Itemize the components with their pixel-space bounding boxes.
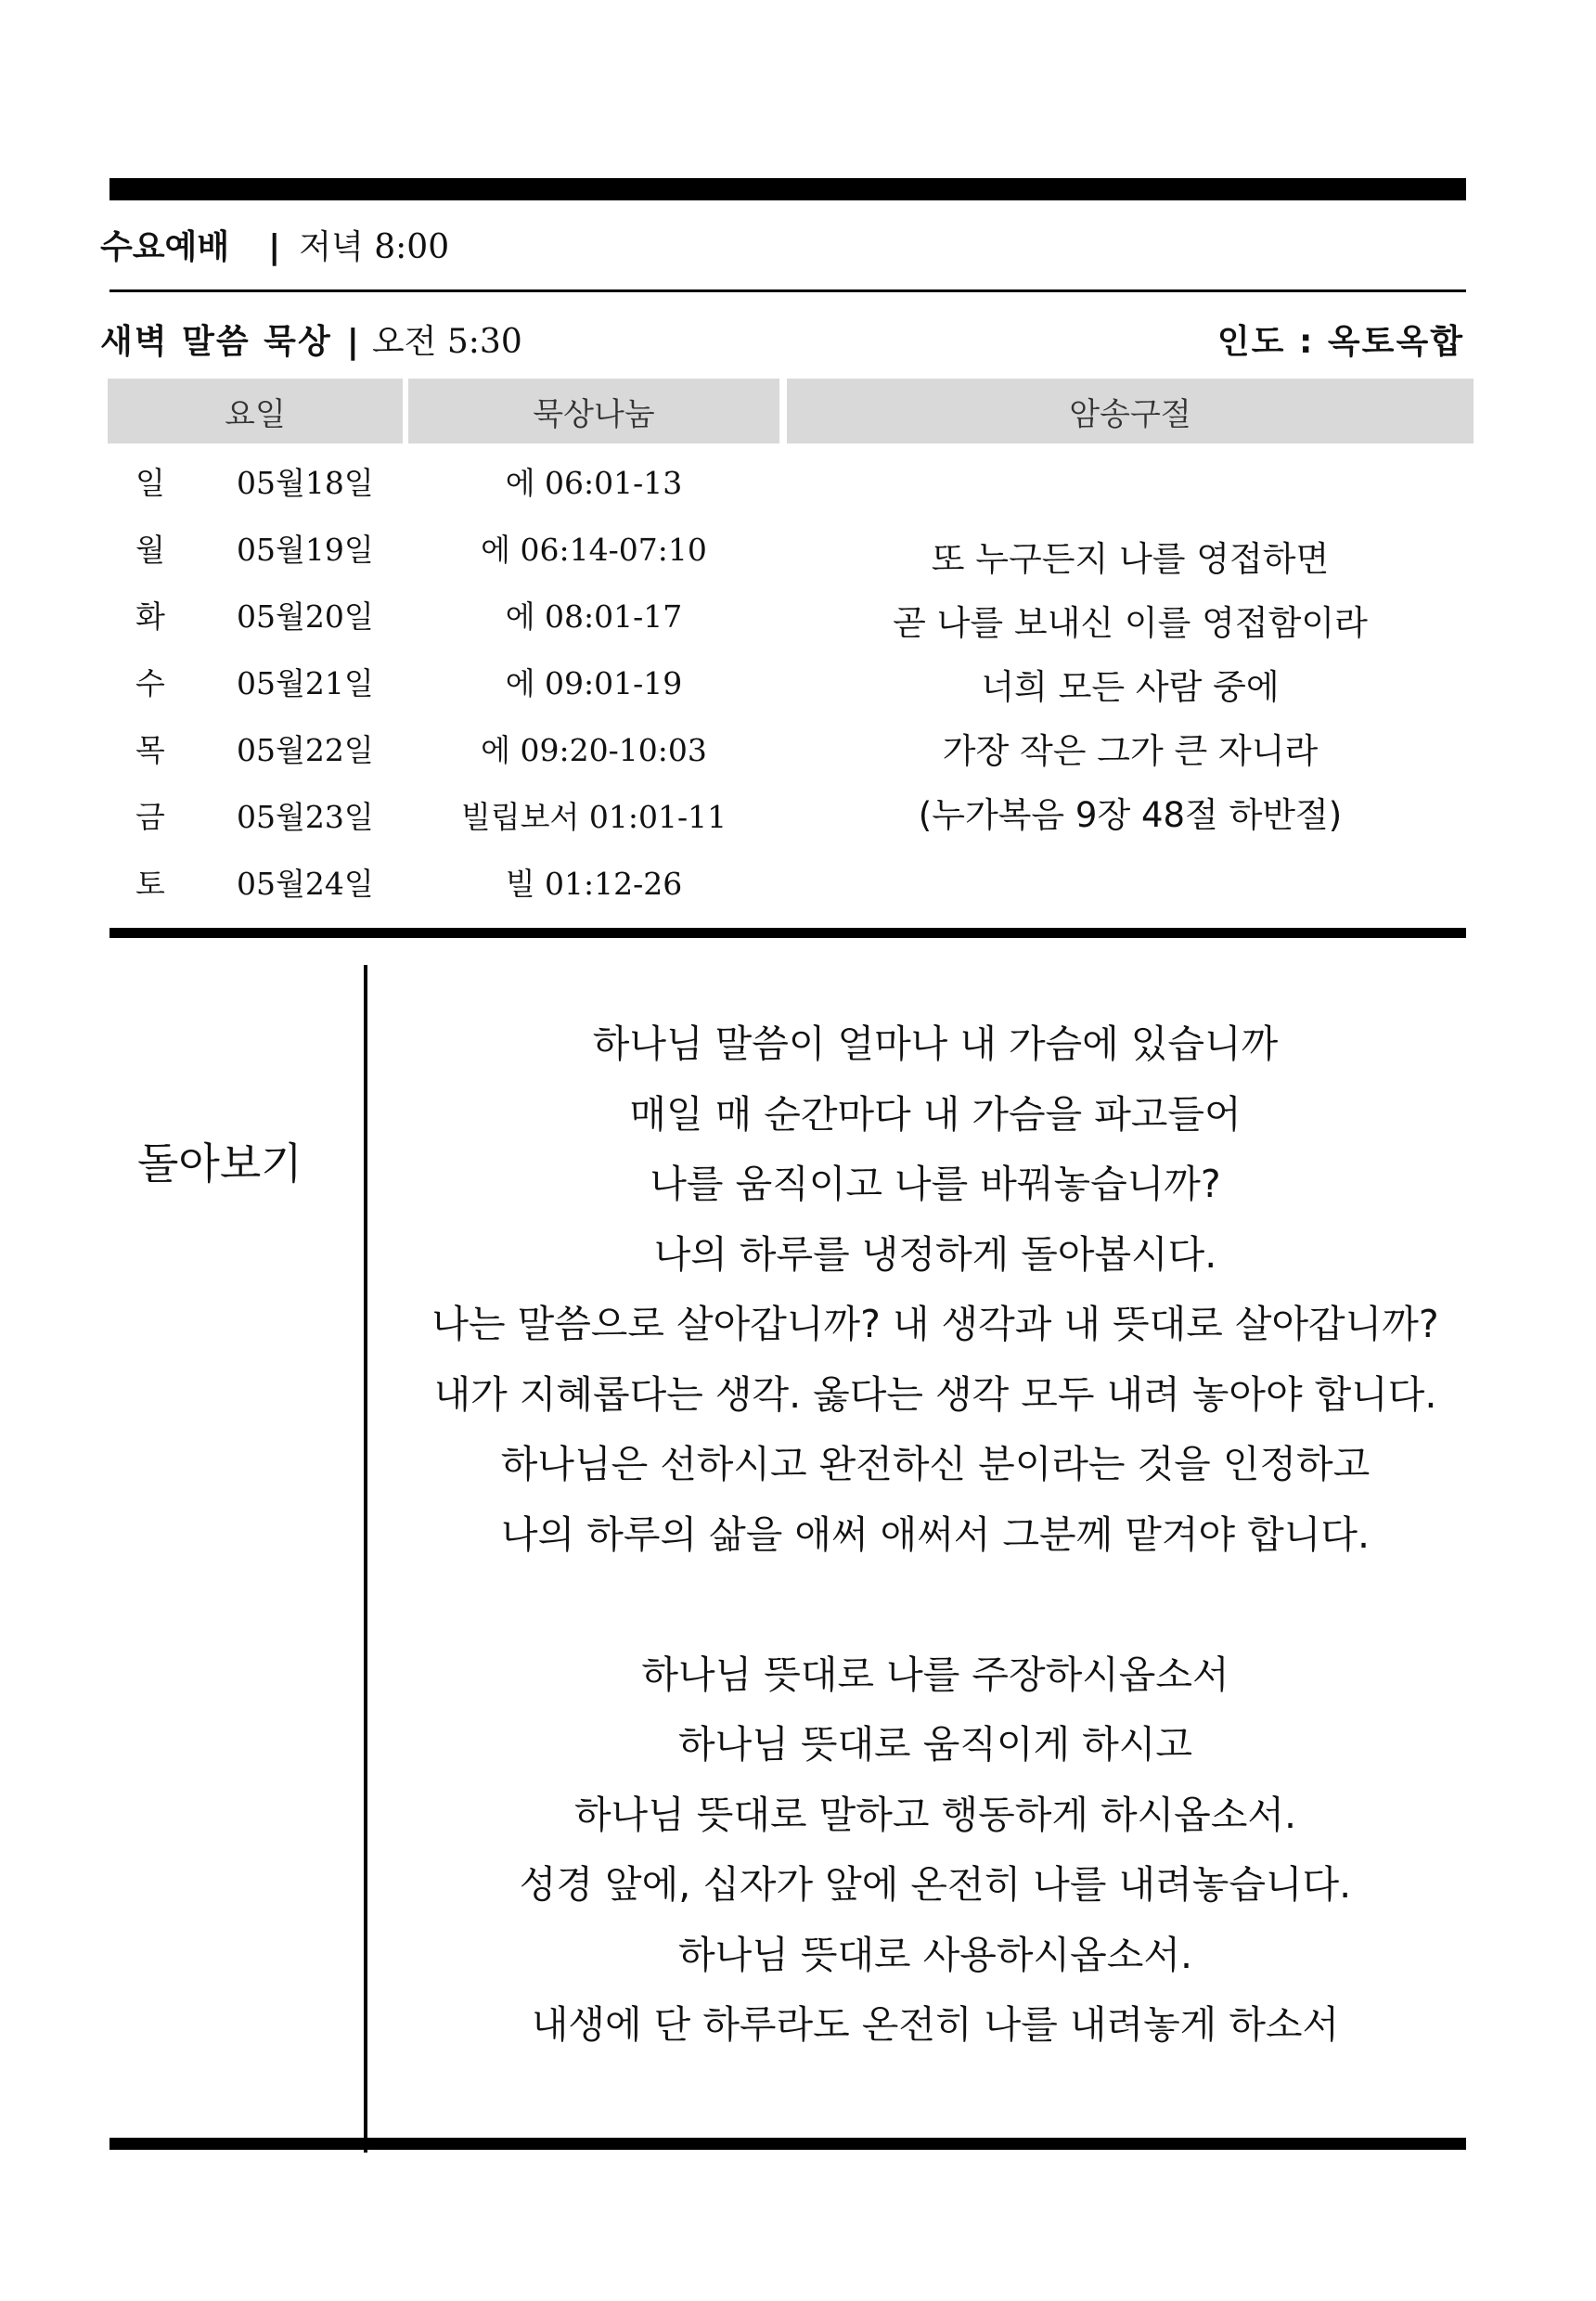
- row-reading: 빌립보서 01:01-11: [460, 799, 727, 835]
- section-divider: [364, 965, 367, 2153]
- row-date: 05월19일: [237, 532, 374, 568]
- verse-line: 곧 나를 보내신 이를 영접함이라: [893, 603, 1368, 643]
- row-reading: 에 06:01-13: [505, 465, 683, 501]
- table-row: [0, 459, 798, 526]
- separator: |: [346, 323, 359, 361]
- bottom-rule: [109, 2138, 1466, 2150]
- row-date: 05월18일: [237, 465, 374, 501]
- row-day: 토: [135, 866, 165, 902]
- wednesday-service: [100, 221, 449, 268]
- row-reading: 에 09:01-19: [505, 665, 683, 701]
- divider: [109, 289, 1466, 292]
- row-reading: 빌 01:12-26: [505, 866, 683, 902]
- wednesday-title: 수요예배: [100, 228, 230, 266]
- row-day: 일: [135, 465, 165, 501]
- memory-verse: [787, 527, 1474, 847]
- row-date: 05월23일: [237, 799, 374, 835]
- row-reading: 에 09:20-10:03: [481, 732, 707, 768]
- prayer-line: 하나님 뜻대로 말하고 행동하게 하시옵소서.: [573, 1792, 1297, 1837]
- prayer-line: 하나님 뜻대로 사용하시옵소서.: [678, 1932, 1192, 1977]
- row-day: 월: [135, 532, 165, 568]
- mid-rule: [109, 928, 1466, 938]
- separator: |: [268, 228, 281, 266]
- review-line: 하나님 말씀이 얼마나 내 가슴에 있습니까: [592, 1022, 1279, 1066]
- review-line: 나는 말씀으로 살아갑니까? 내 생각과 내 뜻대로 살아갑니까?: [431, 1302, 1439, 1346]
- dawn-meditation: [100, 315, 522, 363]
- table-row: [0, 860, 798, 927]
- table-row: [0, 726, 798, 793]
- top-rule: [109, 178, 1466, 200]
- dawn-time: 오전 5:30: [371, 323, 522, 361]
- review-line: 나를 움직이고 나를 바꿔놓습니까?: [650, 1162, 1221, 1206]
- header-memory: 암송구절: [787, 379, 1474, 443]
- table-row: [0, 593, 798, 660]
- review-line: 하나님은 선하시고 완전하신 분이라는 것을 인정하고: [500, 1442, 1371, 1486]
- row-day: 금: [135, 799, 165, 835]
- header-reading: 묵상나눔: [408, 379, 779, 443]
- table-row: [0, 793, 798, 860]
- review-line: 나의 하루를 냉정하게 돌아봅시다.: [653, 1231, 1217, 1277]
- row-reading: 에 06:14-07:10: [481, 532, 707, 568]
- row-date: 05월24일: [237, 866, 374, 902]
- prayer-line: 성경 앞에, 십자가 앞에 온전히 나를 내려놓습니다.: [519, 1862, 1352, 1907]
- table-row: [0, 660, 798, 726]
- row-day: 화: [135, 598, 165, 635]
- prayer-line: 내생에 단 하루라도 온전히 나를 내려놓게 하소서: [531, 2002, 1340, 2047]
- review-title: 돌아보기: [137, 1138, 302, 1189]
- review-text: [379, 1009, 1492, 2061]
- header-day: 요일: [108, 379, 403, 443]
- paragraph-gap: [379, 1570, 1492, 1640]
- prayer-line: 하나님 뜻대로 나를 주장하시옵소서: [641, 1652, 1229, 1697]
- prayer-line: 하나님 뜻대로 움직이게 하시고: [678, 1722, 1192, 1767]
- verse-line: 또 누구든지 나를 영접하면: [931, 539, 1330, 579]
- review-line: 내가 지혜롭다는 생각. 옳다는 생각 모두 내려 놓아야 합니다.: [433, 1371, 1437, 1417]
- row-date: 05월21일: [237, 665, 374, 701]
- wednesday-time: 저녁 8:00: [299, 228, 450, 266]
- verse-line: 너희 모든 사람 중에: [981, 667, 1280, 707]
- row-date: 05월22일: [237, 732, 374, 768]
- review-line: 매일 매 순간마다 내 가슴을 파고들어: [629, 1091, 1242, 1137]
- dawn-title: 새벽 말씀 묵상: [100, 323, 332, 361]
- verse-line: 가장 작은 그가 큰 자니라: [942, 731, 1319, 771]
- row-date: 05월20일: [237, 598, 374, 635]
- row-reading: 에 08:01-17: [505, 598, 683, 635]
- table-row: [0, 526, 798, 593]
- row-day: 목: [135, 732, 165, 768]
- verse-reference: (누가복음 9장 48절 하반절): [918, 795, 1343, 835]
- row-day: 수: [135, 665, 165, 701]
- leader-label: 인도 : 옥토옥합: [1216, 323, 1464, 361]
- review-line: 나의 하루의 삶을 애써 애써서 그분께 맡겨야 합니다.: [501, 1511, 1370, 1557]
